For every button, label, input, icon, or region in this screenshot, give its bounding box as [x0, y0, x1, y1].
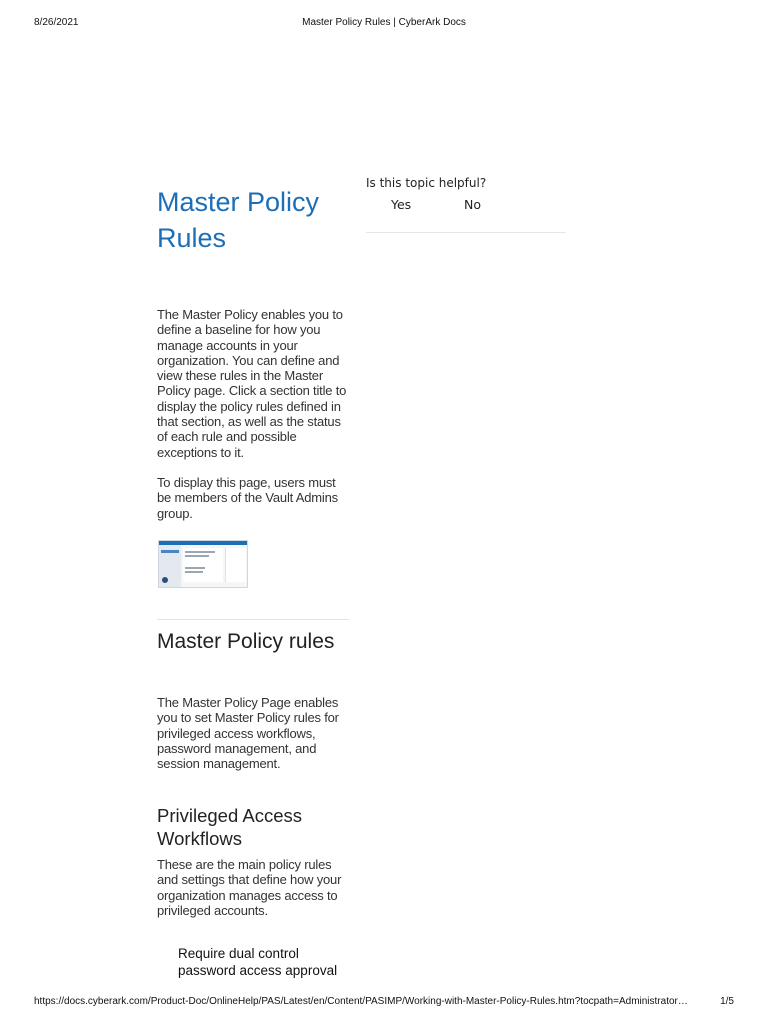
access-requirement-paragraph: To display this page, users must be members of the Vault Admins group.	[157, 475, 338, 521]
print-url: https://docs.cyberark.com/Product-Doc/OnlineHelp/PAS/Latest/en/Content/PASIMP/Working-with-Master-Policy-Rules.htm?tocpath=Administrator…	[34, 996, 688, 1007]
feedback-divider	[366, 232, 566, 233]
thumbnail-logo-icon	[162, 577, 168, 583]
feedback-options	[366, 197, 566, 213]
subsection-heading: Privileged Access Workflows	[157, 805, 302, 849]
feedback-question: Is this topic helpful?	[366, 176, 487, 190]
section-divider	[157, 619, 349, 620]
thumbnail-text-line	[185, 567, 205, 569]
thumbnail-selected-item	[161, 550, 179, 553]
feedback-no-button[interactable]: No	[464, 197, 481, 212]
thumbnail-text-line	[185, 571, 203, 573]
thumbnail-details-pane	[225, 548, 246, 582]
subsection-paragraph: These are the main policy rules and settings that define how your organization manages access to privileged accounts.	[157, 857, 342, 918]
print-page-title: Master Policy Rules | CyberArk Docs	[302, 17, 466, 28]
print-date: 8/26/2021	[34, 17, 79, 28]
policy-rule-item[interactable]: Require dual control password access approval	[178, 946, 338, 978]
intro-paragraph: The Master Policy enables you to define a baseline for how you manage accounts in your organization. You can define and view these rules in the Master Policy page. Click a section title to display the policy rules defined in that section, as well as the status of each rule and possible exceptions to it.	[157, 307, 347, 460]
thumbnail-main-pane	[183, 548, 223, 582]
master-policy-screenshot-thumbnail[interactable]	[158, 540, 248, 588]
thumbnail-text-line	[185, 555, 209, 557]
print-page-number: 1/5	[720, 996, 734, 1007]
thumbnail-text-line	[185, 551, 215, 553]
section-paragraph: The Master Policy Page enables you to set Master Policy rules for privileged access workflows, password management, and session management.	[157, 695, 339, 772]
feedback-yes-button[interactable]: Yes	[391, 197, 412, 212]
feedback-widget	[366, 176, 566, 212]
section-heading: Master Policy rules	[157, 630, 335, 653]
page-title: Master Policy Rules	[157, 187, 320, 253]
